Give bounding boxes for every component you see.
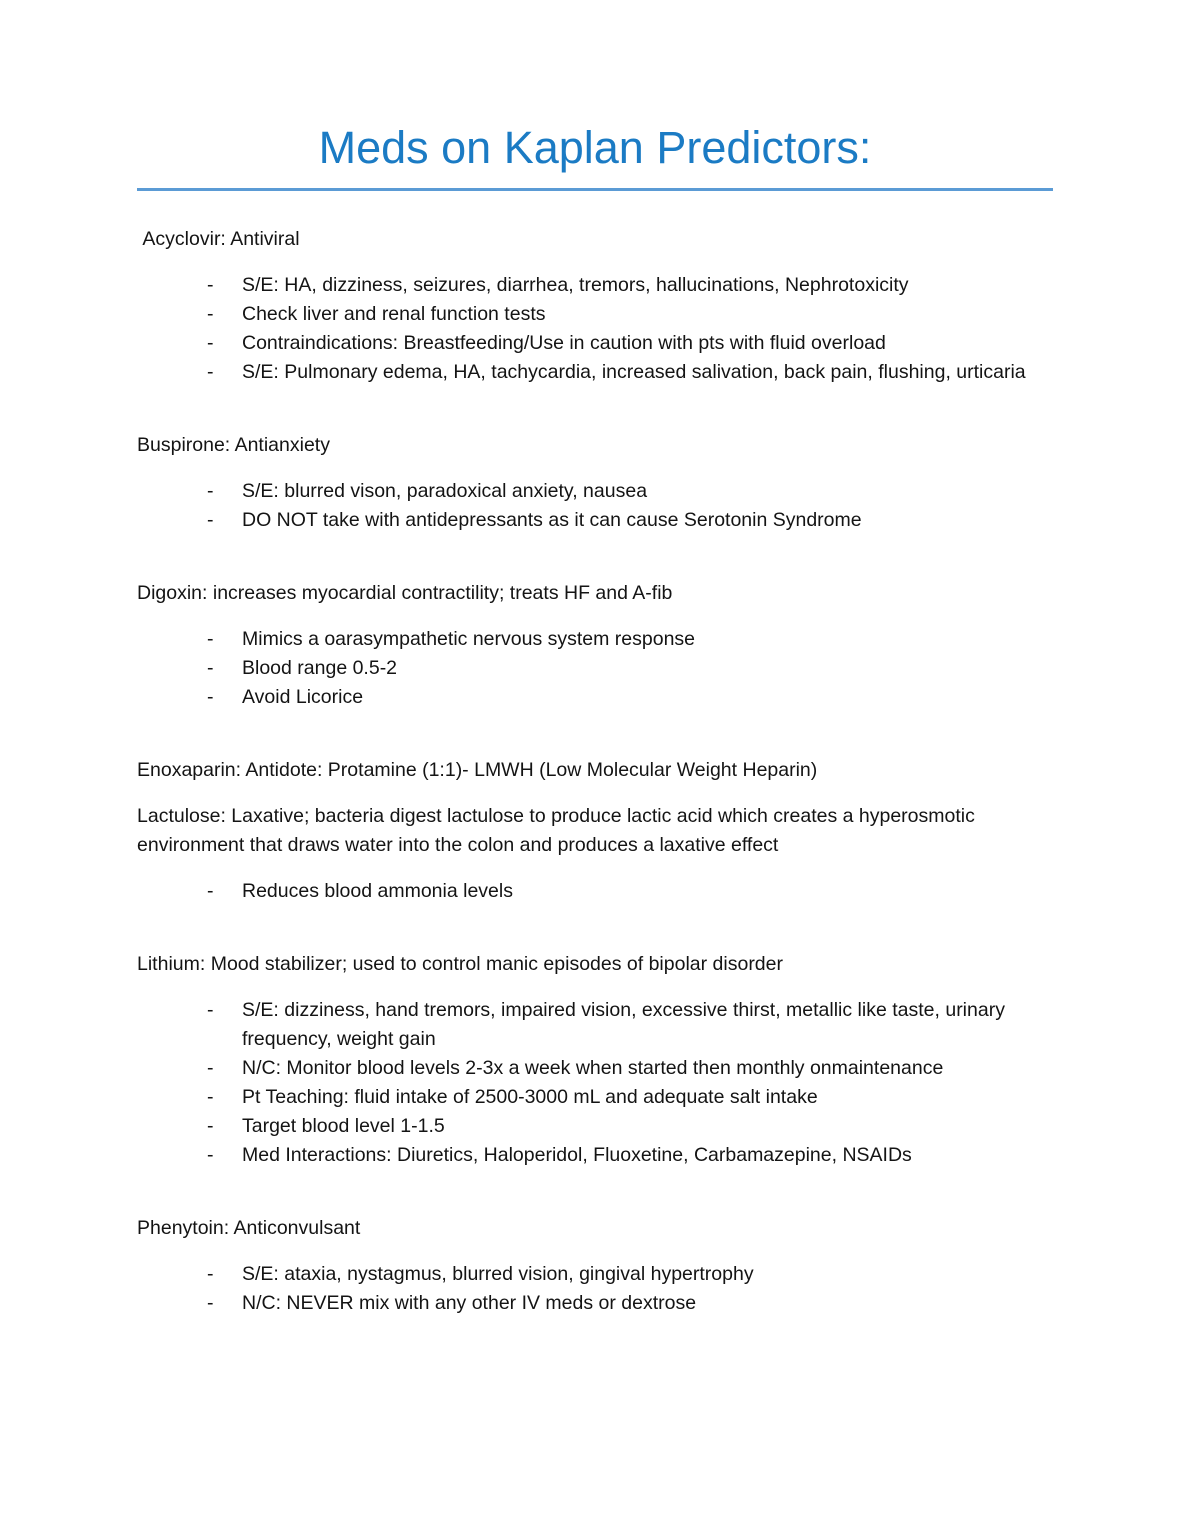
- bullet-text: S/E: dizziness, hand tremors, impaired vision, excessive thirst, metallic like taste, urinary frequency, weight gain: [242, 999, 1005, 1051]
- bullet-marker: -: [207, 999, 214, 1022]
- bullet-item: [137, 477, 1053, 506]
- bullet-item: [137, 1112, 1053, 1141]
- section-buspirone: [137, 431, 1053, 535]
- bullet-item: [137, 1260, 1053, 1289]
- bullet-item: [137, 1054, 1053, 1083]
- bullet-marker: -: [207, 1263, 214, 1286]
- bullet-item: [137, 271, 1053, 300]
- section-enoxaparin: [137, 756, 1053, 785]
- bullet-item: [137, 506, 1053, 535]
- bullet-marker: -: [207, 303, 214, 326]
- bullet-marker: -: [207, 274, 214, 297]
- section-heading: Phenytoin: Anticonvulsant: [137, 1217, 361, 1240]
- bullet-text: Med Interactions: Diuretics, Haloperidol, Fluoxetine, Carbamazepine, NSAIDs: [242, 1144, 912, 1167]
- bullet-text: Check liver and renal function tests: [242, 303, 546, 326]
- section-heading: Buspirone: Antianxiety: [137, 434, 330, 457]
- bullet-text: S/E: ataxia, nystagmus, blurred vision, gingival hypertrophy: [242, 1263, 754, 1286]
- bullet-text: N/C: NEVER mix with any other IV meds or dextrose: [242, 1292, 697, 1315]
- bullet-item: [137, 996, 1053, 1054]
- bullet-marker: -: [207, 332, 214, 355]
- bullet-text: Contraindications: Breastfeeding/Use in caution with pts with fluid overload: [242, 332, 886, 355]
- bullet-marker: -: [207, 657, 214, 680]
- bullet-text: S/E: Pulmonary edema, HA, tachycardia, increased salivation, back pain, flushing, urticaria: [242, 361, 1026, 384]
- bullet-item: [137, 1141, 1053, 1170]
- bullet-list: [137, 1260, 1053, 1318]
- bullet-marker: -: [207, 509, 214, 532]
- bullet-list: [137, 625, 1053, 712]
- bullet-text: Reduces blood ammonia levels: [242, 880, 513, 903]
- bullet-text: Mimics a oarasympathetic nervous system response: [242, 628, 696, 651]
- bullet-marker: -: [207, 1292, 214, 1315]
- page-title: Meds on Kaplan Predictors:: [137, 120, 1053, 191]
- bullet-item: [137, 358, 1053, 387]
- bullet-marker: -: [207, 480, 214, 503]
- bullet-text: Blood range 0.5-2: [242, 657, 398, 680]
- bullet-text: Avoid Licorice: [242, 686, 364, 709]
- bullet-text: S/E: HA, dizziness, seizures, diarrhea, tremors, hallucinations, Nephrotoxicity: [242, 274, 909, 297]
- bullet-item: [137, 1289, 1053, 1318]
- section-acyclovir: [137, 225, 1053, 387]
- bullet-marker: -: [207, 1057, 214, 1080]
- bullet-marker: -: [207, 880, 214, 903]
- section-phenytoin: [137, 1214, 1053, 1318]
- bullet-item: [137, 877, 1053, 906]
- section-digoxin: [137, 579, 1053, 712]
- bullet-list: [137, 996, 1053, 1170]
- bullet-item: [137, 654, 1053, 683]
- bullet-text: N/C: Monitor blood levels 2-3x a week when started then monthly onmaintenance: [242, 1057, 944, 1080]
- bullet-text: DO NOT take with antidepressants as it can cause Serotonin Syndrome: [242, 509, 862, 532]
- bullet-item: [137, 683, 1053, 712]
- section-heading: Lithium: Mood stabilizer; used to control manic episodes of bipolar disorder: [137, 953, 783, 976]
- bullet-marker: -: [207, 686, 214, 709]
- bullet-text: S/E: blurred vison, paradoxical anxiety, nausea: [242, 480, 648, 503]
- bullet-item: [137, 329, 1053, 358]
- bullet-item: [137, 1083, 1053, 1112]
- section-heading: Lactulose: Laxative; bacteria digest lactulose to produce lactic acid which creates a hyperosmotic environment that draws water into the colon and produces a laxative effect: [137, 805, 981, 857]
- section-heading: Acyclovir: Antiviral: [137, 228, 300, 251]
- bullet-marker: -: [207, 361, 214, 384]
- bullet-marker: -: [207, 1144, 214, 1167]
- bullet-text: Target blood level 1-1.5: [242, 1115, 445, 1138]
- bullet-marker: -: [207, 1115, 214, 1138]
- bullet-list: [137, 477, 1053, 535]
- bullet-list: [137, 877, 1053, 906]
- bullet-marker: -: [207, 628, 214, 651]
- bullet-list: [137, 271, 1053, 387]
- section-heading: Digoxin: increases myocardial contractility; treats HF and A-fib: [137, 582, 673, 605]
- section-lithium: [137, 950, 1053, 1170]
- section-heading: Enoxaparin: Antidote: Protamine (1:1)- LMWH (Low Molecular Weight Heparin): [137, 759, 818, 782]
- bullet-item: [137, 625, 1053, 654]
- bullet-item: [137, 300, 1053, 329]
- bullet-marker: -: [207, 1086, 214, 1109]
- section-lactulose: [137, 802, 1053, 906]
- bullet-text: Pt Teaching: fluid intake of 2500-3000 mL and adequate salt intake: [242, 1086, 818, 1109]
